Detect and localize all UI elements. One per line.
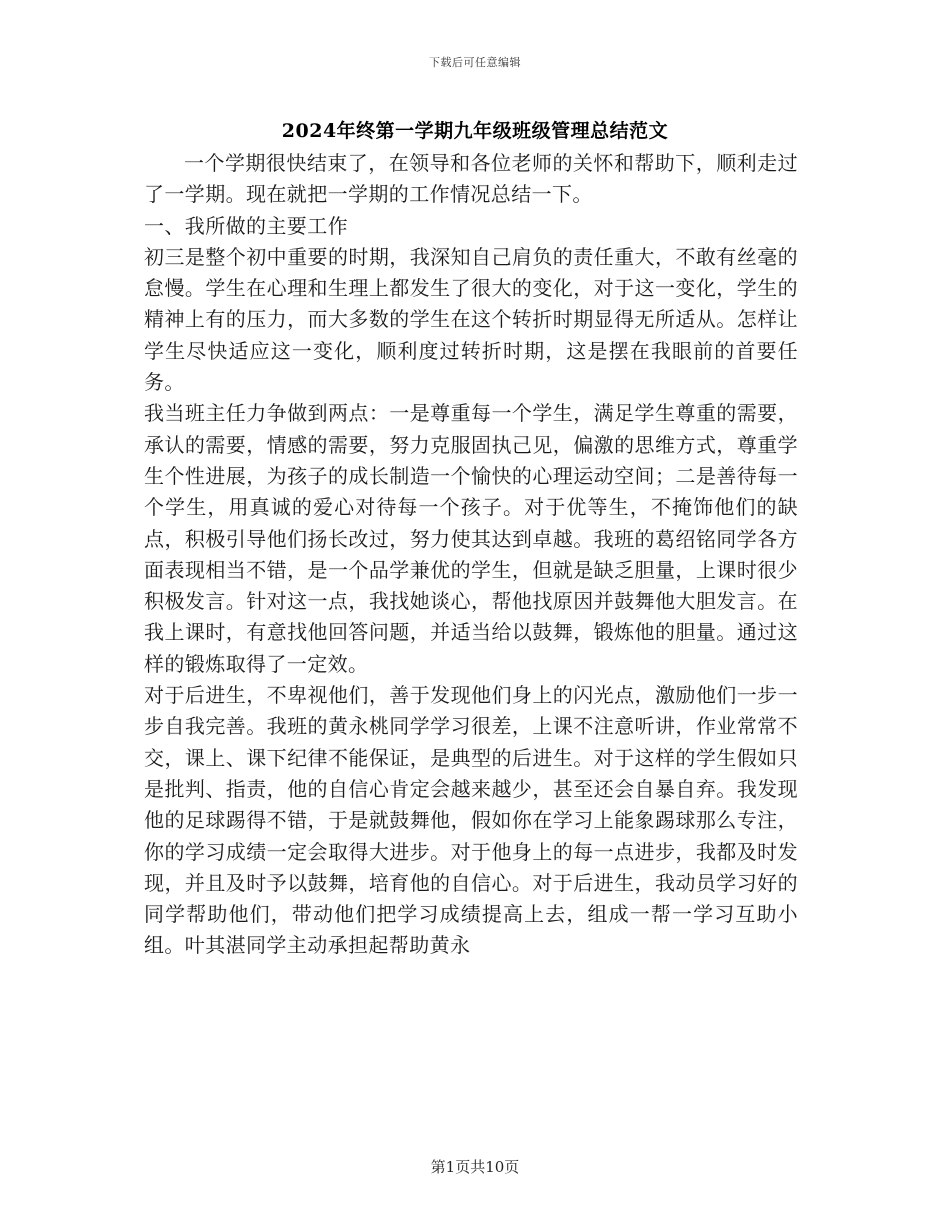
paragraph-grade-nine: 初三是整个初中重要的时期，我深知自己肩负的责任重大，不敢有丝毫的怠慢。学生在心理和生理上都发生了很大的变化，对于这一变化，学生的精神上有的压力，而大多数的学生在这个转折时期显得无所适从。怎样让学生尽快适应这一变化，顺利度过转折时期，这是摆在我眼前的首要任务。 xyxy=(144,244,798,395)
page-header-note: 下载后可任意编辑 xyxy=(429,56,521,69)
document-title: 2024年终第一学期九年级班级管理总结范文 xyxy=(281,120,669,142)
paragraph-two-points: 我当班主任力争做到两点：一是尊重每一个学生，满足学生尊重的需要，承认的需要，情感的需要，努力克服固执己见，偏激的思维方式，尊重学生个性进展，为孩子的成长制造一个愉快的心理运动空间；二是善待每一个学生，用真诚的爱心对待每一个孩子。对于优等生，不掩饰他们的缺点，积极引导他们扬长改过，努力使其达到卓越。我班的葛绍铭同学各方面表现相当不错，是一个品学兼优的学生，但就是缺乏胆量，上课时很少积极发言。针对这一点，我找她谈心，帮他找原因并鼓舞他大胆发言。在我上课时，有意找他回答问题，并适当给以鼓舞，锻炼他的胆量。通过这样的锻炼取得了一定效。 xyxy=(144,401,798,676)
page-number: 第1页共10页 xyxy=(430,1158,520,1176)
paragraph-intro: 一个学期很快结束了，在领导和各位老师的关怀和帮助下，顺利走过了一学期。现在就把一学期的工作情况总结一下。 xyxy=(144,151,798,207)
document-body xyxy=(144,148,798,962)
section-heading-main-work: 一、我所做的主要工作 xyxy=(144,213,348,238)
paragraph-underachievers: 对于后进生，不卑视他们，善于发现他们身上的闪光点，激励他们一步一步自我完善。我班的黄永桃同学学习很差，上课不注意听讲，作业常常不交，课上、课下纪律不能保证，是典型的后进生。对于这样的学生假如只是批判、指责，他的自信心肯定会越来越少，甚至还会自暴自弃。我发现他的足球踢得不错，于是就鼓舞他，假如你在学习上能象踢球那么专注，你的学习成绩一定会取得大进步。对于他身上的每一点进步，我都及时发现，并且及时予以鼓舞，培育他的自信心。对于后进生，我动员学习好的同学帮助他们，带动他们把学习成绩提高上去，组成一帮一学习互助小组。叶其湛同学主动承担起帮助黄永 xyxy=(144,683,798,958)
